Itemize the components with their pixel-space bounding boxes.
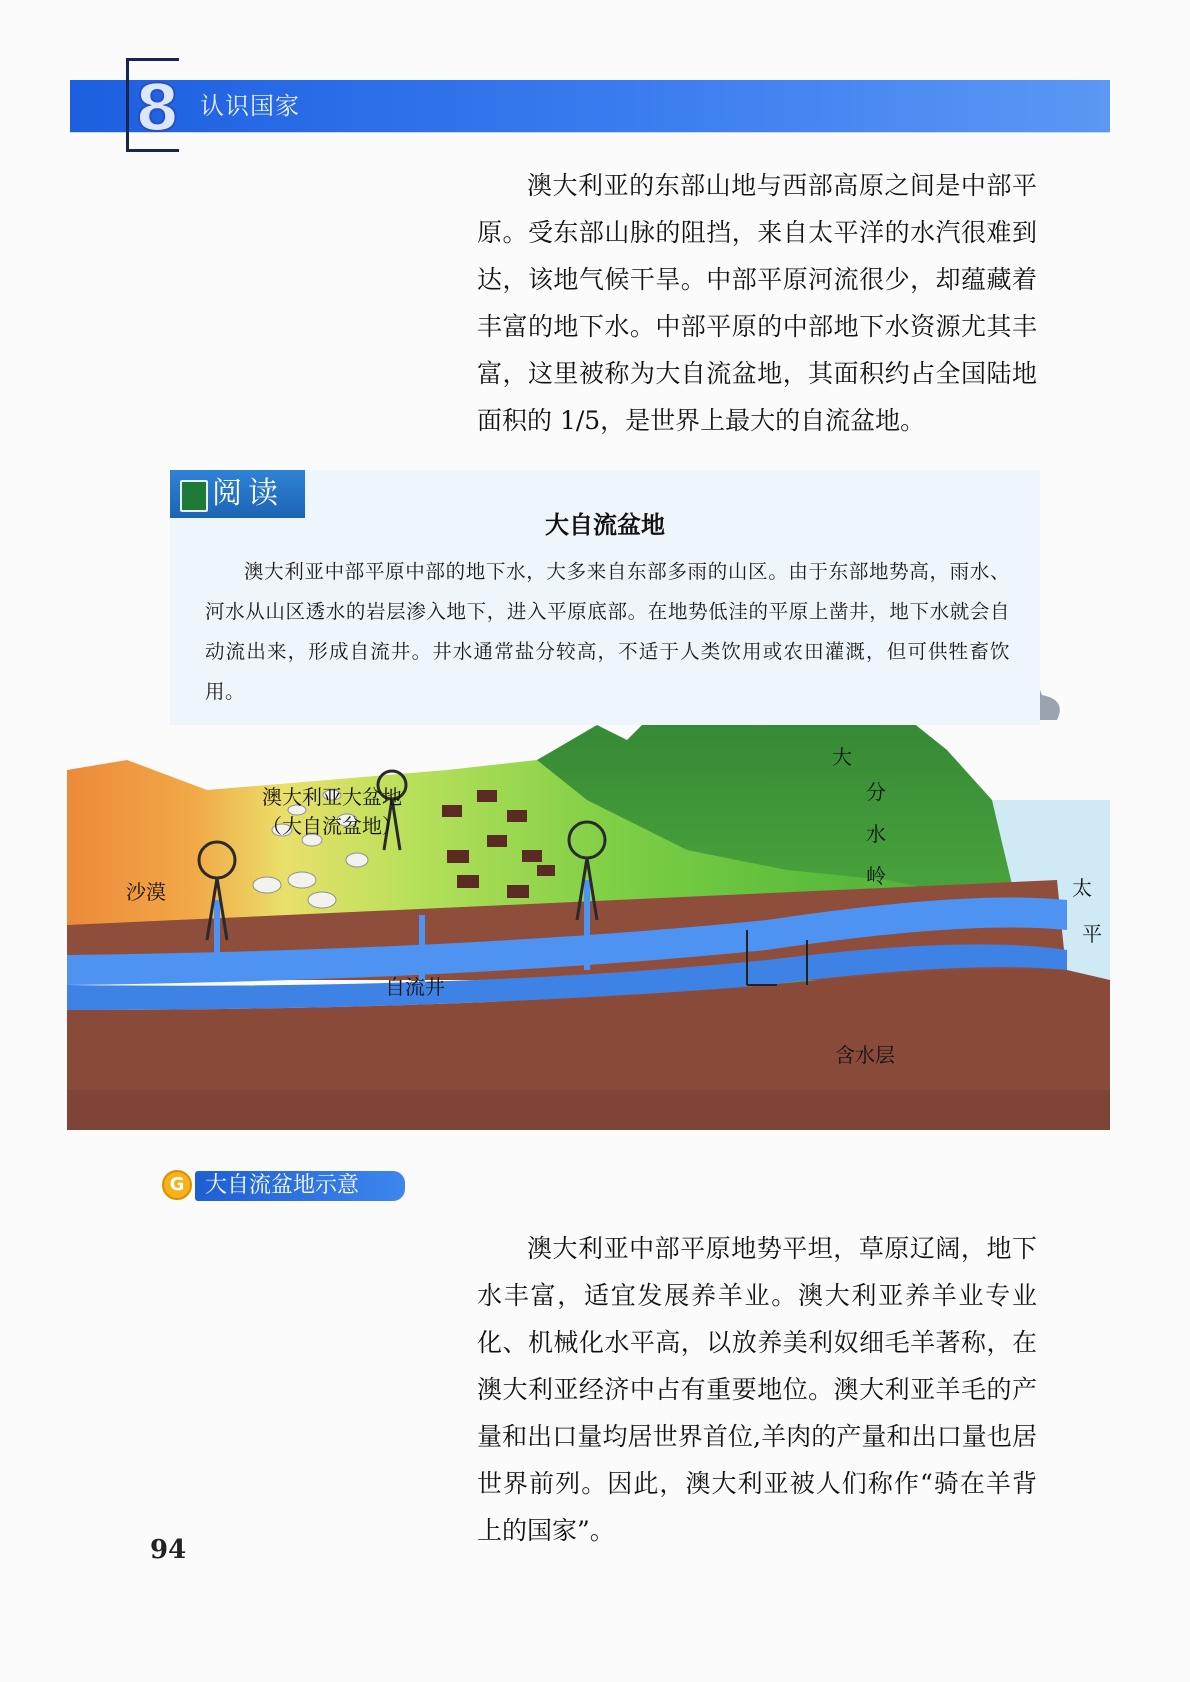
closing-paragraph: 澳大利亚中部平原地势平坦，草原辽阔，地下水丰富，适宜发展养羊业。澳大利亚养羊业专业化、机械化水平高，以放养美利奴细毛羊著称，在澳大利亚经济中占有重要地位。澳大利亚羊毛的产量和出口量均居世界首位,羊肉的产量和出口量也居世界前列。因此，澳大利亚被人们称作“骑在羊背上的国家”。 [477, 1234, 1037, 1545]
basin-label-line1: 澳大利亚大盆地 [262, 785, 402, 809]
chapter-number: 8 [135, 72, 180, 146]
divide-label-3: 水 [866, 822, 886, 846]
divide-label-2: 分 [866, 780, 886, 804]
basin-label-line2: （大自流盆地） [262, 814, 402, 838]
figure-caption: 大自流盆地示意 [205, 1173, 360, 1198]
reading-title: 大自流盆地 [545, 511, 665, 539]
intro-paragraph: 澳大利亚的东部山地与西部高原之间是中部平原。受东部山脉的阻挡，来自太平洋的水汽很难到达，该地气候干旱。中部平原河流很少，却蕴藏着丰富的地下水。中部平原的中部地下水资源尤其丰富，这里被称为大自流盆地，其面积约占全国陆地面积的 1/5，是世界上最大的自流盆地。 [477, 171, 1037, 435]
ocean-label-1: 太 [1072, 876, 1092, 900]
figure-badge: G [162, 1170, 192, 1200]
desert-label: 沙漠 [126, 880, 166, 904]
divide-label-1: 大 [832, 745, 852, 769]
book-icon [180, 480, 208, 512]
chapter-title: 认识国家 [200, 92, 300, 120]
ground-bottom [67, 1090, 1110, 1130]
reading-text: 澳大利亚中部平原中部的地下水，大多来自东部多雨的山区。由于东部地势高，雨水、河水从山区透水的岩层渗入地下，进入平原底部。在地势低洼的平原上凿井，地下水就会自动流出来，形成自流井。井水通常盐分较高，不适于人类饮用或农田灌溉，但可供牲畜饮用。 [205, 560, 1010, 703]
divide-label-4: 岭 [866, 864, 886, 888]
reading-tag-label: 阅读 [212, 476, 284, 511]
page-number: 94 [150, 1535, 187, 1565]
aquifer-label: 含水层 [835, 1043, 895, 1067]
artesian-well-label: 自流井 [385, 975, 445, 999]
ocean-label-2: 平 [1082, 922, 1102, 946]
great-artesian-basin-diagram [67, 650, 1110, 1190]
